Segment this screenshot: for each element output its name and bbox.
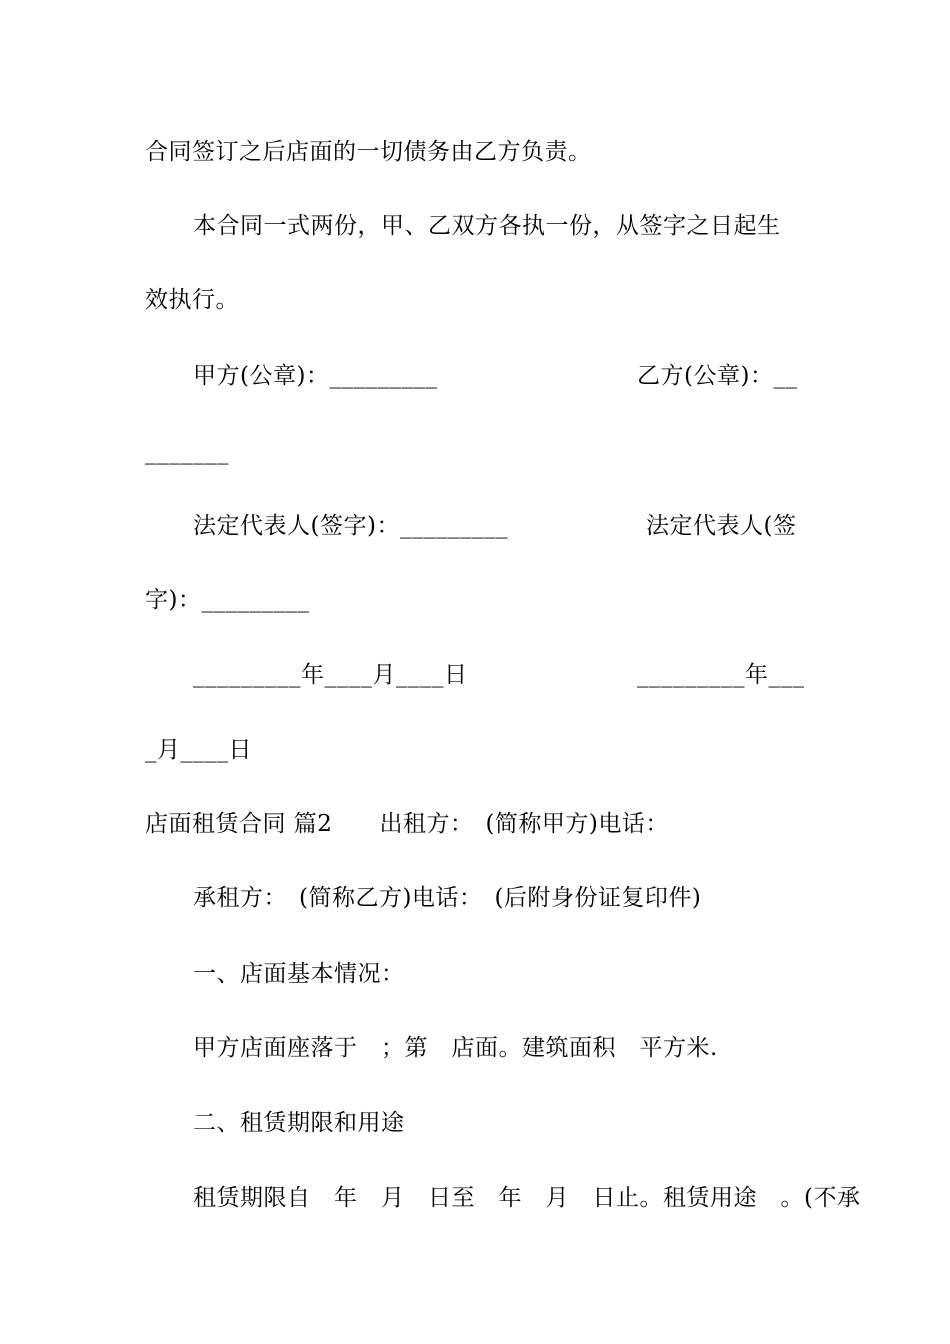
- party-a-representative-line: 法定代表人(签字)：_________: [193, 513, 508, 539]
- party-a-seal-line: 甲方(公章)：_________: [193, 363, 438, 389]
- text-line: 租赁期限自 年 月 日至 年 月 日止。租赁用途 。(不承: [193, 1185, 861, 1211]
- party-b-seal-line: 乙方(公章)：__: [637, 363, 798, 389]
- tenant-line: 承租方： (简称乙方)电话： (后附身份证复印件): [193, 885, 702, 911]
- party-a-date-line: _________年____月____日: [193, 662, 468, 688]
- text-line: 字)：_________: [145, 587, 310, 613]
- party-b-date-line: _________年___: [637, 662, 805, 688]
- text-line: 合同签订之后店面的一切债务由乙方负责。: [145, 139, 592, 165]
- text-line: 效执行。: [145, 287, 239, 313]
- text-line: _月____日: [145, 737, 252, 763]
- text-line: 甲方店面座落于 ；第 店面。建筑面积 平方米.: [193, 1035, 718, 1061]
- section-heading: 二、租赁期限和用途: [193, 1110, 405, 1136]
- contract-heading-line: 店面租赁合同 篇2 出租方： (简称甲方)电话：: [145, 811, 669, 837]
- text-line: 本合同一式两份，甲、乙双方各执一份，从签字之日起生: [193, 213, 781, 239]
- text-line: _______: [145, 439, 229, 465]
- party-b-representative-line: 法定代表人(签: [646, 513, 797, 539]
- section-heading: 一、店面基本情况：: [193, 961, 405, 987]
